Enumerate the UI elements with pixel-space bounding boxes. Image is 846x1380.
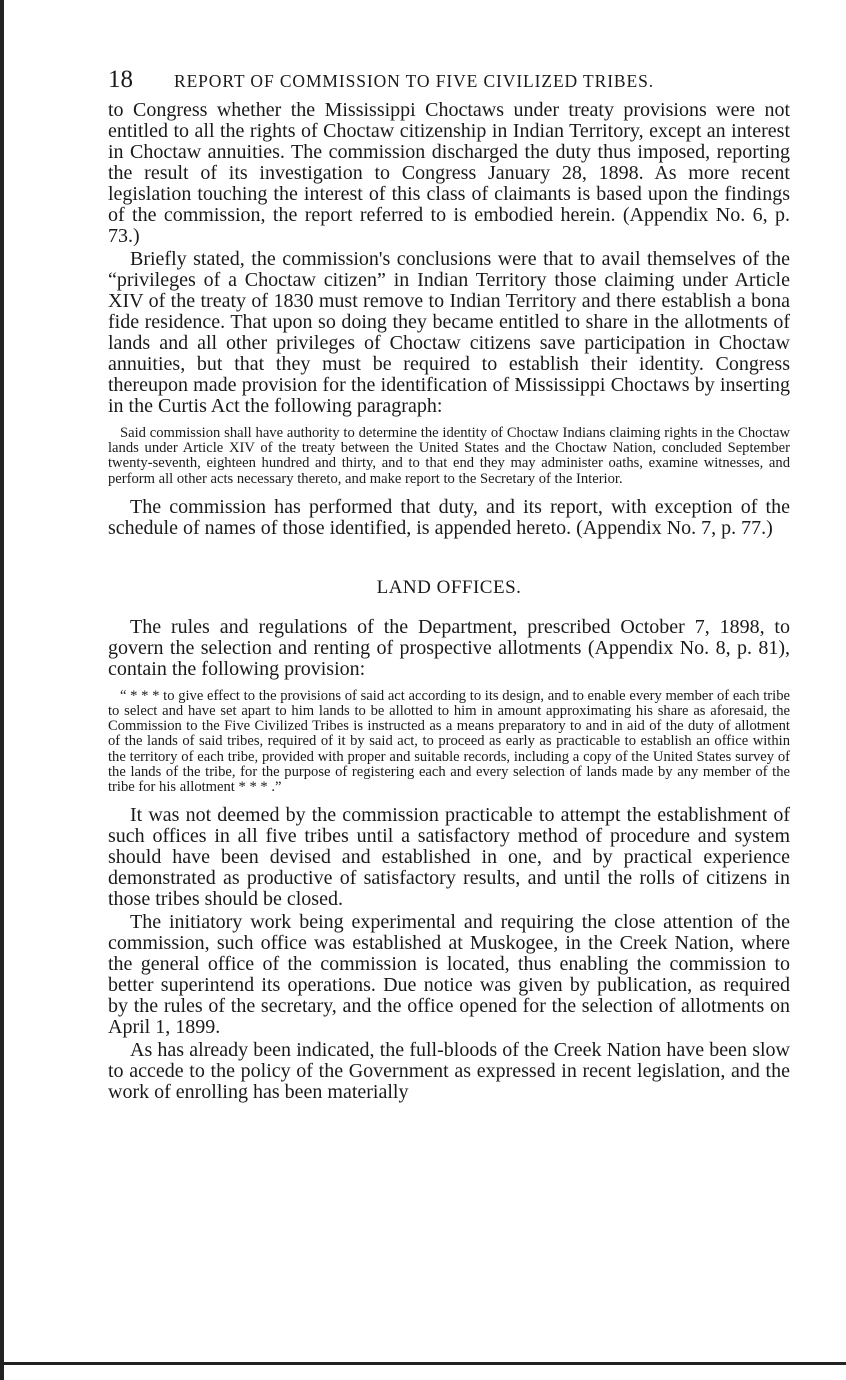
page-number: 18 xyxy=(108,66,133,93)
paragraph-rules-regulations: The rules and regulations of the Department, prescribed October 7, 1898, to govern the selection and renting of prospective allotments (Appendix No. 8, p. 81), contain the following provision: xyxy=(108,615,790,680)
section-heading-land-offices: LAND OFFICES. xyxy=(376,576,522,598)
paragraph-not-deemed-practicable: It was not deemed by the commission practicable to attempt the establishment of such offices in all five tribes until a satisfactory method of procedure and system should have been devised and established in one, and by practical experience demonstrated as productive of satisfactory results, and until the rolls of citizens in those tribes should be closed. xyxy=(108,804,790,911)
paragraph-commission-conclusions: Briefly stated, the commission's conclusions were that to avail themselves of the “privileges of a Choctaw citizen” in Indian Territory those claiming under Article XIV of the treaty of 1830 must remove to Indian Territory and there establish a bona fide residence. That upon so doing they became entitled to share in the allotments of lands and all other privileges of Choctaw citizens save participation in Choctaw annuities, but that they must be required to establish their identity. Congress thereupon made provision for the identification of Mississippi Choctaws by inserting in the Curtis Act the following paragraph: xyxy=(108,248,790,417)
block-quote-curtis-act: Said commission shall have authority to determine the identity of Choctaw Indians claiming rights in the Choctaw lands under Article XIV of the treaty between the United States and the Choctaw Nation, concluded September twenty-seventh, eighteen hundred and thirty, and to that end they may administer oaths, examine witnesses, and perform all other acts necessary thereto, and make report to the Secretary of the Interior. xyxy=(108,425,790,487)
page-left-edge-rule xyxy=(0,0,4,1380)
paragraph-full-bloods: As has already been indicated, the full-bloods of the Creek Nation have been slow to accede to the policy of the Government as expressed in recent legislation, and the work of enrolling has been materially xyxy=(108,1039,790,1104)
page-bottom-edge-rule xyxy=(0,1362,846,1365)
block-quote-provision: “ * * * to give effect to the provisions of said act according to its design, and to enable every member of each tribe to select and have set apart to him lands to be allotted to him in amount approximating his share as aforesaid, the Commission to the Five Civilized Tribes is instructed as a means preparatory to and in aid of the duty of allotment of the lands of said tribes, required of it by said act, to proceed as early as practicable to establish an office within the territory of each tribe, provided with proper and suitable records, including a copy of the United States survey of the lands of the tribe, for the purpose of registering each and every selection of lands made by any member of the tribe for his allotment * * * .” xyxy=(108,687,790,796)
document-page xyxy=(108,66,790,1103)
paragraph-duty-performed: The commission has performed that duty, and its report, with exception of the schedule of names of those identified, is appended hereto. (Appendix No. 7, p. 77.) xyxy=(108,495,790,539)
paragraph-continuation: to Congress whether the Mississippi Choctaws under treaty provisions were not entitled to all the rights of Choctaw citizenship in Indian Territory, except an interest in Choctaw annuities. The commission discharged the duty thus imposed, reporting the result of its investigation to Congress January 28, 1898. As more recent legislation touching the interest of this class of claimants is based upon the findings of the commission, the report referred to is embodied herein. (Appendix No. 6, p. 73.) xyxy=(108,99,790,247)
page-header xyxy=(108,66,790,100)
running-title: REPORT OF COMMISSION TO FIVE CIVILIZED TRIBES. xyxy=(174,71,655,91)
paragraph-initiatory-work: The initiatory work being experimental and requiring the close attention of the commission, such office was established at Muskogee, in the Creek Nation, where the general office of the commission is located, thus enabling the commission to better superintend its operations. Due notice was given by publication, as required by the rules of the secretary, and the office opened for the selection of allotments on April 1, 1899. xyxy=(108,911,790,1039)
